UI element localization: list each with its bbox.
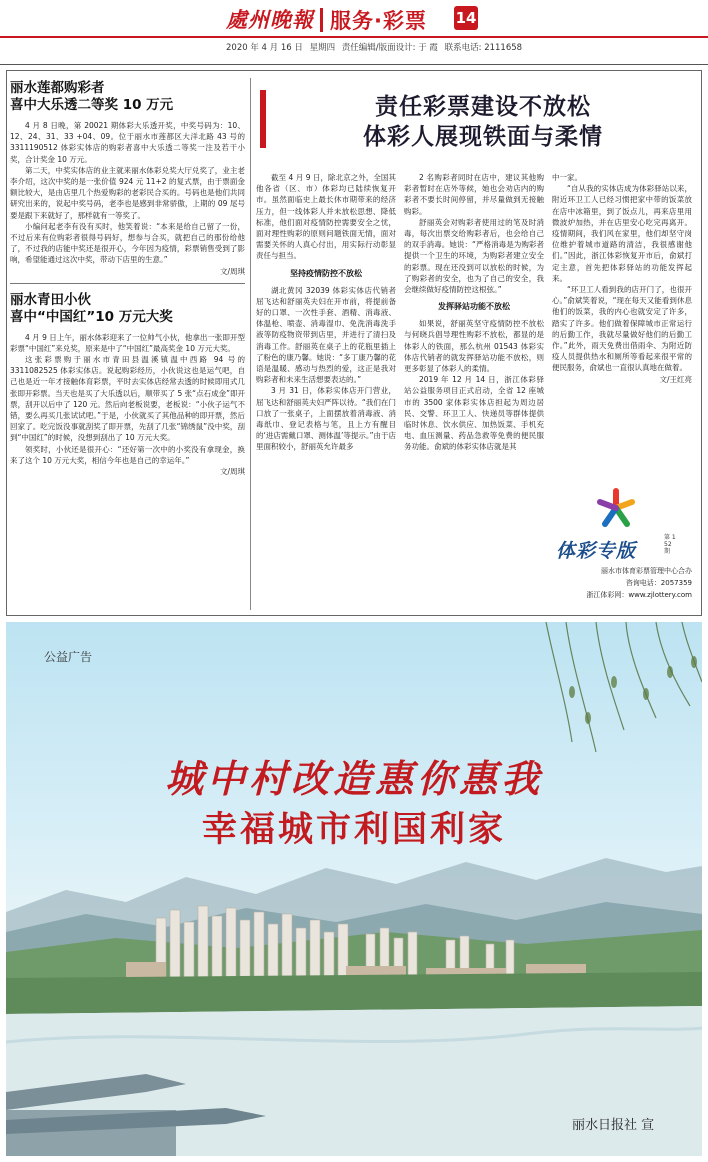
ad-slogan-line1: 城中村改造惠你惠我	[164, 756, 543, 801]
article2-paragraph: 4 月 9 日上午，丽水体彩迎来了一位帅气小伙，他拿出一张即开型彩票“中国红”来兑奖，原来是中了“中国红”最高奖金 10 万元大奖。	[10, 332, 245, 353]
article-divider	[10, 283, 245, 284]
page-rule	[0, 64, 708, 65]
main-title-line2: 体彩人展现铁面与柔情	[363, 124, 603, 150]
article2-paragraph: 领奖时，小伙还是很开心：“还好第一次中的小奖没有拿现金，换来了这个 10 万元大奖，相信今年也是自己的幸运年。”	[10, 444, 245, 465]
main-paragraph: 2 名购彩者同时在店中，建议其他购彩者暂时在店外等候，她也会劝店内的购彩者不要长时间停留，并尽量做到无接触购彩。	[404, 173, 544, 216]
masthead	[0, 0, 708, 66]
masthead-rule	[0, 36, 708, 38]
article1-title-line1: 丽水莲都购彩者	[10, 80, 105, 96]
ad-slogan-line2: 幸福城市利国利家	[201, 810, 506, 850]
section-title: 服务·彩票	[330, 9, 427, 33]
article2-title-line2: 喜中“中国红”10 万元大奖	[10, 308, 173, 325]
contact-phone: 联系电话: 2111658	[444, 43, 523, 53]
page-number-badge: 14	[454, 6, 478, 30]
issue-weekday: 星期四	[309, 43, 336, 53]
main-paragraph: 截至 4 月 9 日，除北京之外，全国其他各省（区、市）体彩均已陆续恢复开市。虽然面临史上最长休市期带来的经济压力，但一线体彩人并未放松思想、降低标准，他们面对疫情防控需要安全之忧，面对理性购彩的原则问题铁面无情，面对需要关怀的人真心付出，用实际行动彰显责任与担当。	[256, 173, 396, 261]
main-paragraph: 2019 年 12 月 14 日，浙江体彩驿站公益服务项目正式启动，全省 12 座城市的 3500 家体彩实体店担起为周边居民、交警、环卫工人、快递员等群体提供临时休息、饮水供应、加热饭菜、手机充电、血压测量、药品急救等免费的便民服务功能。俞斌的体彩实体店就是其	[404, 375, 544, 452]
sponsor-website: 浙江体彩网：www.zjlottery.com	[586, 591, 692, 599]
sponsor-phone: 咨询电话：2057359	[625, 579, 692, 587]
article1-paragraph: 4 月 8 日晚，第 20021 期体彩大乐透开奖，中奖号码为：10、12、24、31、33 +04、09。位于丽水市莲都区大洋北路 43 号的 3311190512 体彩实体店的购彩者喜中大乐透二等奖一注及若干小奖，合计奖金 10 万元。	[10, 121, 245, 164]
sponsor-block	[556, 482, 696, 610]
article2-paragraph: 这张彩票购于丽水市青田县温溪镇温中西路 94 号的 3311082525 体彩实体店。说起购彩经历，小伙说这也是运气吧，自己也是近一年才接触体育彩票，平时去实体店经常去透的时候即用式几张即开彩票。当天也是买了大乐透以后，顺带买了 5 张“点石成金”即开票，刮开以后中了 120 元。然后向老板说要，老板说：“小伙子运气不错，要么再买几张试试吧。”于是，小伙就买了其他品种的即开票，然后回家了。吃完饭没事就刮奖了即开票，先刮了几张“锦绣鼠”没中奖，刮到“中国红”的时候，没想到刮出了 10 万元大奖。	[10, 355, 245, 443]
article1-byline: 文/周琪	[219, 266, 245, 276]
main-subhead: 发挥驿站功能不放松	[438, 302, 510, 312]
sponsor-issue: 第 152 期	[664, 534, 676, 555]
main-subhead: 坚持疫情防控不放松	[290, 268, 362, 278]
main-article-column-1	[256, 172, 396, 453]
article2-byline: 文/周琪	[219, 467, 245, 477]
main-byline: 文/王红亮	[659, 374, 692, 384]
main-title-line1: 责任彩票建设不放松	[375, 94, 591, 120]
left-column	[10, 80, 245, 477]
main-paragraph: “自从我的实体店成为体彩驿站以来，附近环卫工人已经习惯把家中带的饭菜放在店中冰箱里，到了饭点儿，再来店里用微波炉加热，并在店里安心吃完再离开。疫情期间，我们风在家里，他们却坚守岗位维护着城市道路的清洁，我很感谢他们。”因此，浙江体彩恢复开市后，俞斌打定主意，首先把体彩驿站的功能发挥起来。	[552, 184, 692, 283]
issue-date: 2020 年 4 月 16 日	[226, 43, 303, 53]
paper-logo: 處州晚報	[226, 7, 314, 32]
main-paragraph: 如果说，舒丽英坚守疫情防控不放松与何晓兵倡导理性购彩不放松，都显的是体彩人的铁面，那么杭州 01543 体彩实体店代销者的就发挥驿站功能不放松，则更多彰显了体彩人的柔情。	[404, 319, 544, 374]
ad-signature: 丽水日报社 宣	[572, 1118, 655, 1133]
public-service-ad	[6, 622, 702, 1156]
editor-credit: 责任编辑/版面设计: 于 霞	[341, 43, 438, 53]
main-paragraph: 中一家。	[552, 173, 582, 182]
main-paragraph: “环卫工人看到我的店开门了，也很开心。”俞斌笑着说，“现在每天又能看到休息他们的饭菜，我的内心也就安定了许多，踏实了许多。他们做着保障城市正常运行的后勤工作，我就尽量做好他们的后勤工作。”此外，雨天免费出借雨伞、为附近防疫人员提供热水和厕所等看起来很平常的便民服务，俞斌也一直很认真地在做着。	[552, 285, 692, 373]
column-divider	[250, 78, 251, 610]
sponsor-logo-text: 体彩专版	[556, 540, 637, 562]
article-dalotou	[10, 80, 245, 277]
article2-title-line1: 丽水青田小伙	[10, 291, 91, 308]
masthead-info	[226, 41, 526, 53]
ad-cityscape-illustration	[6, 622, 702, 1156]
ad-label: 公益广告	[44, 650, 93, 664]
sponsor-org: 丽水市体育彩票管理中心合办	[601, 567, 692, 575]
main-paragraph: 舒丽英会对购彩者使用过的笔及时消毒，每次出票交给购彩者后，也会给自己的双手消毒。她说：“严格消毒是为购彩者提供一个卫生的环境，为购彩者建立安全的彩票。现在还没到可以放松的时候，为了购彩者的安全，也为了自己的安全，我会继续做好疫情防控这根弦。”	[404, 217, 544, 295]
main-paragraph: 3 月 31 日，体彩实体店开门营业，屈飞达和舒丽英夫妇严阵以待。“我们在门口放了一张桌子，上面摆放着消毒液、消毒纸巾、登记表格与笔，且上方有醒目的‘进店需戴口罩、测体温’等提示。”由于店里面积较小，舒丽英允许最多	[256, 386, 396, 452]
main-headline	[268, 92, 698, 152]
masthead-divider	[320, 8, 323, 32]
main-article-column-3	[552, 172, 692, 385]
headline-accent-bar	[260, 90, 266, 148]
article1-paragraph: 第二天，中奖实体店的业主就来丽水体彩兑奖大厅兑奖了，业主老李介绍，这次中奖的是一张价值 924 元 11+2 的复式票，由于票面金额比较大，是由店里几个热爱购彩的老彩民合买的。号码也是他们共同研究出来的，说起中奖号码，老李也是感到非常骄傲，上期的 09 尾号要是跟下来就好了，那样就有一等奖了。	[10, 165, 245, 220]
article1-title-line2: 喜中大乐透二等奖 10 万元	[10, 97, 174, 113]
article-zhongguohong	[10, 292, 245, 477]
article1-paragraph: 小编问起老李有没有买时，他笑着说：“本来是给自己留了一份，不过后来有位购彩者很得号码好，想参与合买，就把自己的那份给他了，不过我的店能中奖还是很开心，今年因为疫情，彩票销售受到了影响，希望能通过这次中奖，带动下店里的生意。”	[10, 221, 245, 265]
sports-lottery-logo-icon	[596, 488, 636, 528]
main-paragraph: 湖北黄冈 32039 体彩实体店代销者屈飞达和舒丽英夫妇在开市前，将提前备好的口罩、一次性手套、酒精、消毒液、体温枪、喷壶、消毒湿巾、免洗消毒洗手液等防疫物资带到店里，并进行了清扫及消毒工作。舒丽英在桌子上的花瓶里插上了粉色的康乃馨。她说：“多丁康乃馨的花语是温暖、感动与热烈的爱，这正是我对购彩者和未来生活想要表达的。”	[256, 285, 396, 385]
main-article-column-2	[404, 172, 544, 453]
